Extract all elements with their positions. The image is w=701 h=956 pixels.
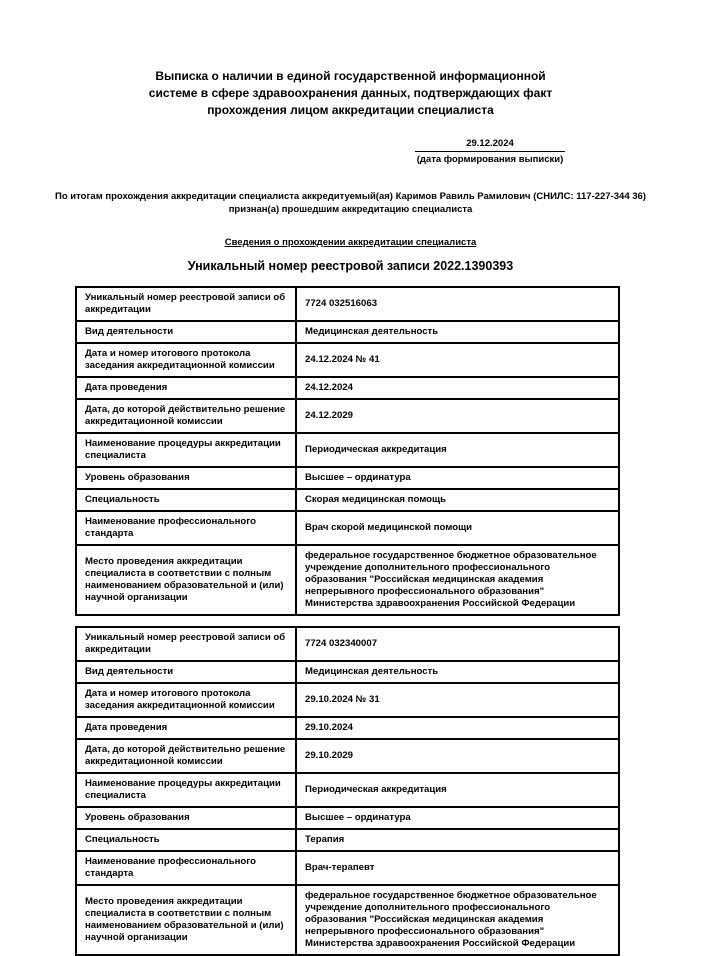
- table-row: [76, 851, 619, 885]
- table-row: [76, 717, 619, 739]
- issue-date-caption: (дата формирования выписки): [416, 154, 564, 165]
- row-label: Вид деятельности: [76, 321, 296, 343]
- row-label: Уникальный номер реестровой записи об аккредитации: [76, 287, 296, 321]
- row-value: Скорая медицинская помощь: [296, 489, 619, 511]
- table-row: [76, 545, 619, 615]
- row-label: Уровень образования: [76, 807, 296, 829]
- table-row: [76, 807, 619, 829]
- table-row: [76, 739, 619, 773]
- row-value: 29.10.2029: [296, 739, 619, 773]
- row-value: Медицинская деятельность: [296, 661, 619, 683]
- table-row: [76, 433, 619, 467]
- row-value: федеральное государственное бюджетное образовательное учреждение дополнительного профессионального образования "Российская медицинская академия непрерывного профессионального образования" Министерства здравоохранения Российской Федерации: [296, 545, 619, 615]
- table-row: [76, 287, 619, 321]
- row-label: Дата проведения: [76, 717, 296, 739]
- accreditation-table-2: [75, 626, 620, 956]
- row-value: Медицинская деятельность: [296, 321, 619, 343]
- row-value: Периодическая аккредитация: [296, 773, 619, 807]
- table-row: [76, 399, 619, 433]
- row-value: 7724 032340007: [296, 627, 619, 661]
- page-title-line: Выписка о наличии в единой государственной информационной: [155, 69, 546, 83]
- page-title-line: прохождения лицом аккредитации специалиста: [207, 103, 494, 117]
- row-value: Периодическая аккредитация: [296, 433, 619, 467]
- row-value: 29.10.2024 № 31: [296, 683, 619, 717]
- row-label: Уникальный номер реестровой записи об аккредитации: [76, 627, 296, 661]
- row-value: Высшее – ординатура: [296, 807, 619, 829]
- page-title: [0, 68, 701, 119]
- row-label: Место проведения аккредитации специалиста в соответствии с полным наименованием образовательной и (или) научной организации: [76, 885, 296, 955]
- row-label: Наименование процедуры аккредитации специалиста: [76, 773, 296, 807]
- table-row: [76, 627, 619, 661]
- row-label: Специальность: [76, 829, 296, 851]
- row-value: 24.12.2024 № 41: [296, 343, 619, 377]
- issue-date: 29.12.2024: [415, 138, 565, 152]
- row-label: Дата, до которой действительно решение аккредитационной комиссии: [76, 739, 296, 773]
- row-value: 24.12.2024: [296, 377, 619, 399]
- row-value: 7724 032516063: [296, 287, 619, 321]
- table-row: [76, 829, 619, 851]
- row-label: Наименование процедуры аккредитации специалиста: [76, 433, 296, 467]
- section-heading: Сведения о прохождении аккредитации специалиста: [224, 237, 477, 248]
- row-label: Дата и номер итогового протокола заседания аккредитационной комиссии: [76, 683, 296, 717]
- row-value: 29.10.2024: [296, 717, 619, 739]
- table-row: [76, 773, 619, 807]
- row-label: Специальность: [76, 489, 296, 511]
- page-title-line: системе в сфере здравоохранения данных, подтверждающих факт: [148, 86, 553, 100]
- table-row: [76, 377, 619, 399]
- issue-date-block: [415, 138, 565, 165]
- row-label: Наименование профессионального стандарта: [76, 511, 296, 545]
- row-value: Врач скорой медицинской помощи: [296, 511, 619, 545]
- row-value: Врач-терапевт: [296, 851, 619, 885]
- row-label: Дата, до которой действительно решение аккредитационной комиссии: [76, 399, 296, 433]
- table-row: [76, 683, 619, 717]
- row-label: Дата проведения: [76, 377, 296, 399]
- row-value: Высшее – ординатура: [296, 467, 619, 489]
- table-row: [76, 321, 619, 343]
- table-row: [76, 511, 619, 545]
- table-row: [76, 489, 619, 511]
- table-row: [76, 661, 619, 683]
- row-label: Дата и номер итогового протокола заседания аккредитационной комиссии: [76, 343, 296, 377]
- table-row: [76, 467, 619, 489]
- row-label: Наименование профессионального стандарта: [76, 851, 296, 885]
- intro-paragraph: По итогам прохождения аккредитации специалиста аккредитуемый(ая) Каримов Равиль Рамилович (СНИЛС: 117-227-344 36) признан(а) прошедшим аккредитацию специалиста: [55, 191, 646, 215]
- table-row: [76, 885, 619, 955]
- record-number-heading: Уникальный номер реестровой записи 2022.1390393: [187, 259, 514, 273]
- row-label: Вид деятельности: [76, 661, 296, 683]
- row-label: Уровень образования: [76, 467, 296, 489]
- row-value: Терапия: [296, 829, 619, 851]
- table-row: [76, 343, 619, 377]
- row-value: федеральное государственное бюджетное образовательное учреждение дополнительного профессионального образования "Российская медицинская академия непрерывного профессионального образования" Министерства здравоохранения Российской Федерации: [296, 885, 619, 955]
- row-label: Место проведения аккредитации специалиста в соответствии с полным наименованием образовательной и (или) научной организации: [76, 545, 296, 615]
- row-value: 24.12.2029: [296, 399, 619, 433]
- accreditation-table-1: [75, 286, 620, 616]
